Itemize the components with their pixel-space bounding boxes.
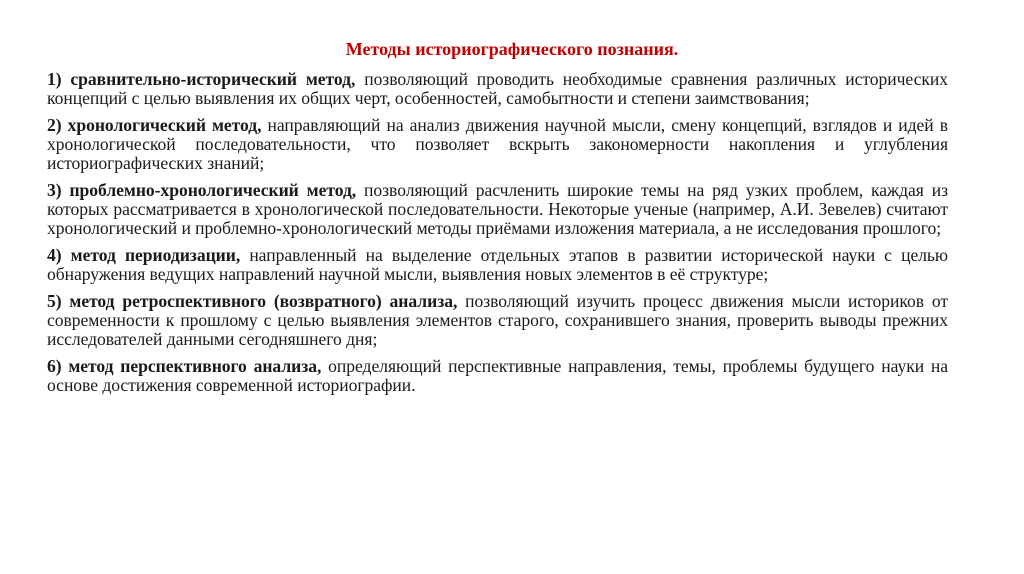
method-description: направляющий на анализ движения научной мысли, смену концепций, взглядов и идей в хронологической последовательности, что позволяет вскрыть закономерности накопления и углубления историографических знаний; [47, 115, 948, 173]
method-description: позволяющий изучить процесс движения мысли историков от современности к прошлому с целью выявления элементов старого, сохранившего знания, проверить выводы прежних исследователей данными сегодняшнего дня; [47, 291, 948, 349]
method-name: 4) метод периодизации, [47, 245, 241, 265]
method-item-2 [47, 116, 948, 173]
method-name: 5) метод ретроспективного (возвратного) анализа, [47, 291, 458, 311]
method-description: направленный на выделение отдельных этапов в развитии исторической науки с целью обнаружения ведущих направлений научной мысли, выявления новых элементов в её структуре; [47, 245, 948, 284]
method-description: позволяющий проводить необходимые сравнения различных исторических концепций с целью выявления их общих черт, особенностей, самобытности и степени заимствования; [47, 69, 948, 108]
method-name: 3) проблемно-хронологический метод, [47, 180, 357, 200]
method-description: позволяющий расчленить широкие темы на ряд узких проблем, каждая из которых рассматривается в хронологической последовательности. Некоторые ученые (например, А.И. Зевелев) считают хронологический и проблемно-хронологический методы приёмами изложения материала, а не исследования прошлого; [47, 180, 948, 238]
method-name: 2) хронологический метод, [47, 115, 262, 135]
method-name: 6) метод перспективного анализа, [47, 356, 322, 376]
methods-list [47, 70, 948, 403]
method-item-5 [47, 292, 948, 349]
method-name: 1) сравнительно-исторический метод, [47, 69, 356, 89]
method-item-1 [47, 70, 948, 108]
method-item-4 [47, 246, 948, 284]
method-item-6 [47, 357, 948, 395]
method-description: определяющий перспективные направления, темы, проблемы будущего науки на основе достижения современной историографии. [47, 356, 948, 395]
method-item-3 [47, 181, 948, 238]
slide-title: Методы историографического познания. [345, 39, 679, 59]
